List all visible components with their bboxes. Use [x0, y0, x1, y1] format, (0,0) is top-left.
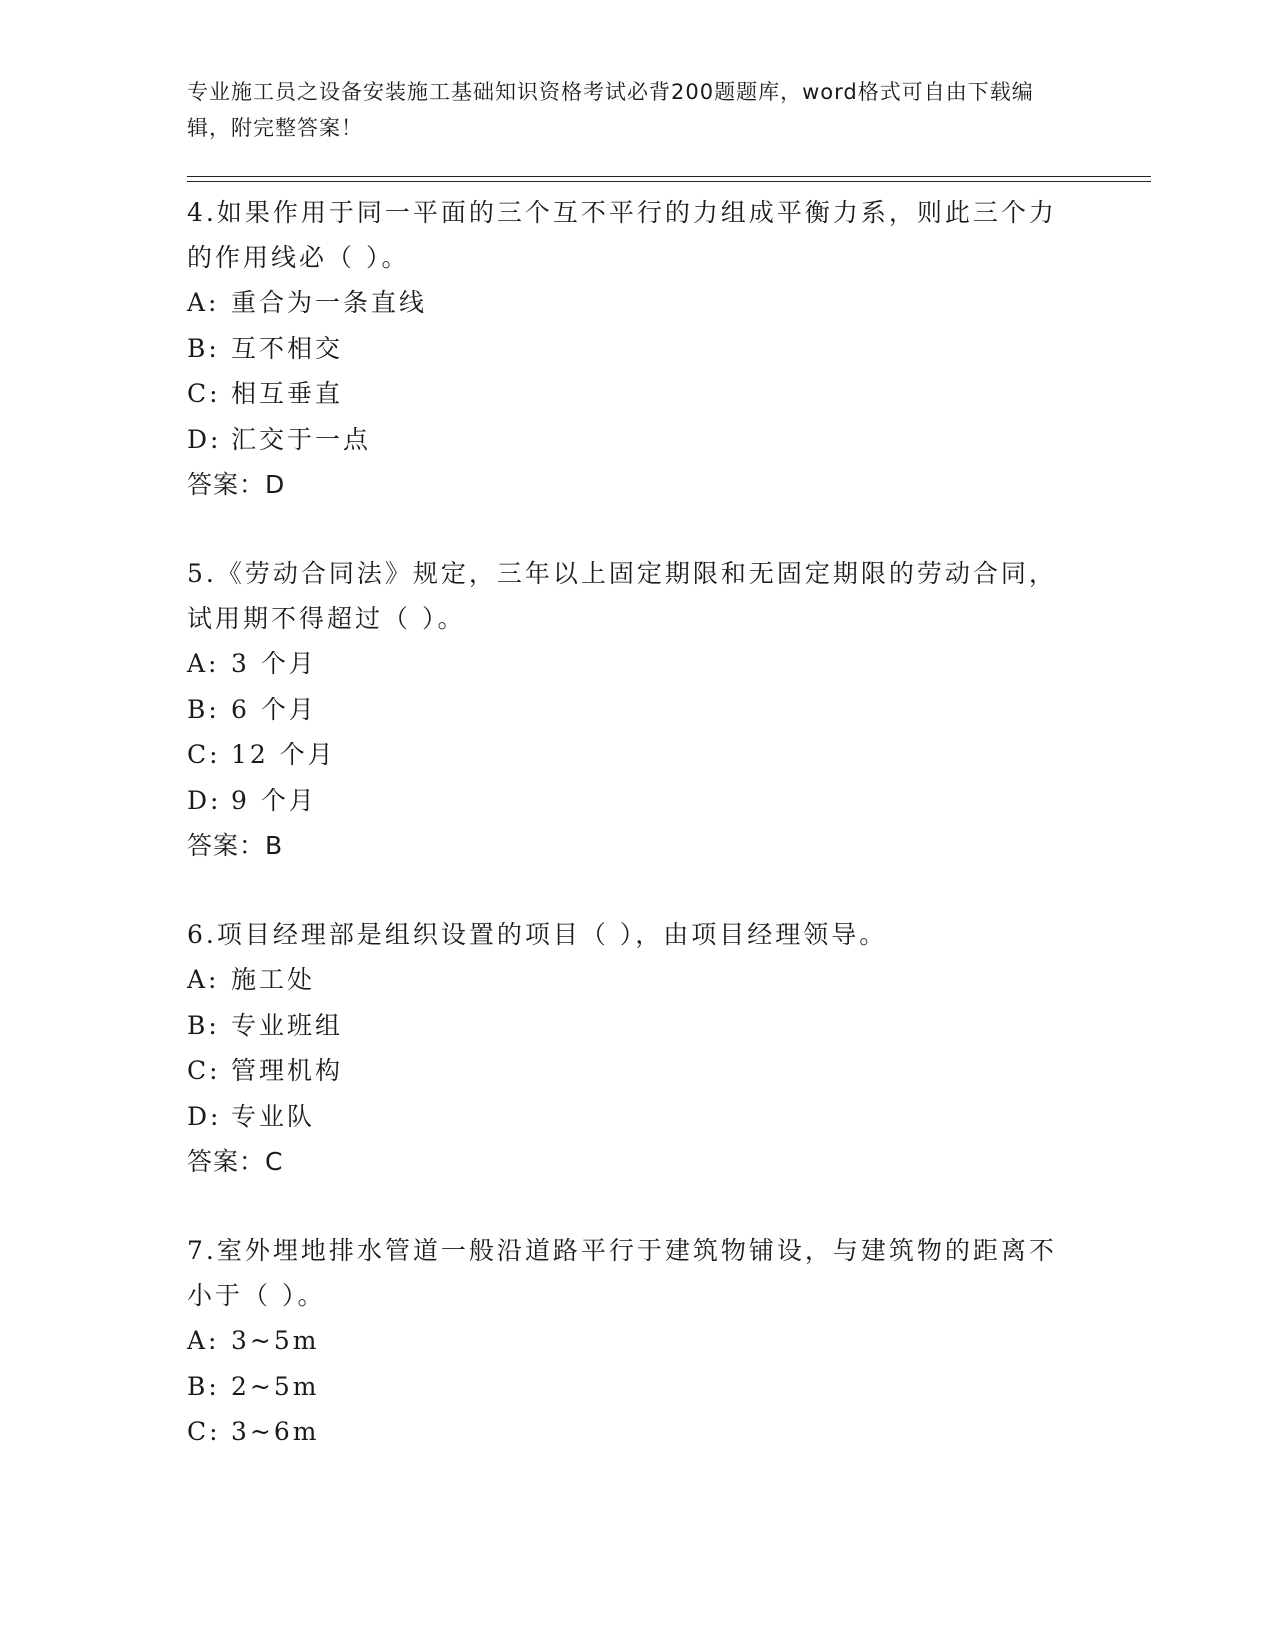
answer-option: [187, 641, 1087, 687]
option-text: 6 个月: [231, 694, 317, 724]
option-letter: C:: [187, 1056, 221, 1085]
option-text: 3 个月: [231, 649, 317, 678]
option-letter: D:: [187, 785, 222, 815]
option-letter: B:: [187, 694, 220, 724]
answer-option: [187, 1048, 1087, 1094]
option-text: 施工处: [231, 965, 316, 994]
option-letter: A:: [187, 1326, 220, 1355]
header-divider-bottom: [187, 181, 1151, 182]
answer-option: [187, 417, 1087, 463]
question-stem: 7.室外埋地排水管道一般沿道路平行于建筑物铺设，与建筑物的距离不小于（ ）。: [187, 1236, 1057, 1310]
option-letter: B:: [187, 1371, 220, 1401]
answer-option: [187, 326, 1087, 372]
option-letter: B:: [187, 1010, 220, 1040]
option-text: 3~5m: [231, 1326, 320, 1355]
question-block: [187, 190, 1087, 507]
option-letter: A:: [187, 965, 220, 994]
option-text: 专业班组: [231, 1010, 344, 1040]
option-text: 汇交于一点: [231, 424, 372, 454]
question-stem: 4.如果作用于同一平面的三个互不平行的力组成平衡力系，则此三个力的作用线必（ ）。: [187, 198, 1057, 272]
option-letter: A:: [187, 288, 220, 317]
question-stem: 5.《劳动合同法》规定，三年以上固定期限和无固定期限的劳动合同，试用期不得超过（ ）。: [187, 559, 1057, 633]
question-block: [187, 1228, 1087, 1455]
option-letter: D:: [187, 424, 222, 454]
question-block: [187, 551, 1087, 868]
question-list: [187, 190, 1087, 1499]
answer-option: [187, 1364, 1087, 1410]
answer-option: [187, 371, 1087, 417]
header-divider-top: [187, 176, 1151, 177]
answer-option: [187, 1318, 1087, 1364]
option-text: 相互垂直: [231, 379, 344, 408]
option-letter: B:: [187, 333, 220, 363]
answer-option: [187, 280, 1087, 326]
option-letter: D:: [187, 1101, 222, 1131]
answer-key: 答案：B: [187, 831, 284, 860]
option-letter: C:: [187, 740, 221, 769]
option-text: 2~5m: [231, 1371, 320, 1401]
option-text: 12 个月: [231, 740, 336, 769]
option-text: 管理机构: [231, 1056, 344, 1085]
answer-option: [187, 687, 1087, 733]
option-letter: C:: [187, 379, 221, 408]
answer-option: [187, 1094, 1087, 1140]
option-text: 3~6m: [231, 1417, 320, 1446]
answer-key: 答案：D: [187, 470, 286, 499]
option-text: 互不相交: [231, 333, 344, 363]
option-letter: C:: [187, 1417, 221, 1446]
option-text: 专业队: [231, 1101, 316, 1131]
option-text: 9 个月: [231, 785, 317, 815]
answer-option: [187, 957, 1087, 1003]
answer-option: [187, 778, 1087, 824]
option-text: 重合为一条直线: [231, 288, 428, 317]
answer-option: [187, 1003, 1087, 1049]
answer-option: [187, 732, 1087, 778]
question-stem: 6.项目经理部是组织设置的项目（ ），由项目经理领导。: [187, 920, 888, 949]
option-letter: A:: [187, 649, 220, 678]
answer-key: 答案：C: [187, 1147, 284, 1176]
document-title: 专业施工员之设备安装施工基础知识资格考试必背200题题库，word格式可自由下载编辑，附完整答案！: [187, 80, 1034, 140]
answer-option: [187, 1409, 1087, 1455]
question-block: [187, 912, 1087, 1184]
